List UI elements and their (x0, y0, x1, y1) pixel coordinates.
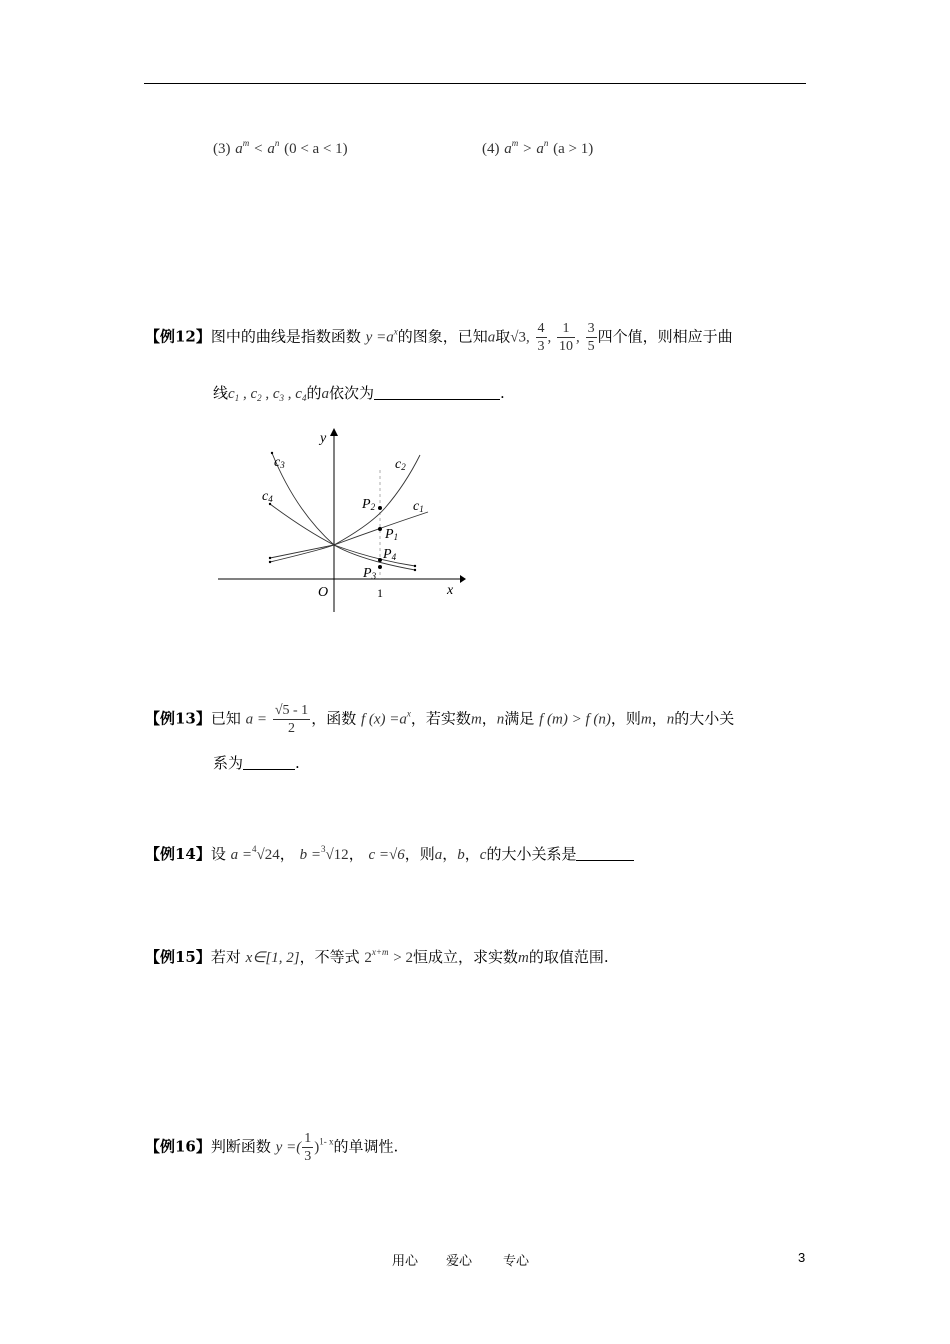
y-axis-arrow (330, 428, 338, 436)
example-13-label: 【例13】 (145, 709, 211, 728)
example-15-label: 【例15】 (145, 948, 211, 966)
fraction-4-3: $\frac{4}{3}$ (537, 321, 545, 354)
example-16-label: 【例16】 (145, 1137, 211, 1156)
example-14: 【例14】设 a =$^4$√24， b =$^3$√12， c =√6，则a，b，c的大小关系是 (145, 843, 634, 864)
footer-motto-3: 专心 (503, 1254, 530, 1269)
fraction-1-10: $\frac{1}{10}$ (559, 321, 574, 354)
example-13-line2: 系为 . (213, 754, 300, 772)
y-label: y (320, 431, 327, 446)
p2-label: P2 (362, 497, 376, 512)
prev-item-4: (4) $a^m > a^n$ (a > 1) (482, 138, 594, 157)
tick-1-label: 1 (377, 586, 383, 600)
c2-label: c2 (395, 457, 406, 472)
point-p2 (378, 506, 382, 510)
example-15: 【例15】若对 x∈[1, 2]，不等式 $2^{x+m} > 2$恒成立，求实数m的取值范围. (145, 947, 609, 966)
p3-label: P3 (363, 566, 377, 581)
c4-label: c4 (262, 489, 273, 504)
fraction-sqrt5-minus-1-over-2: $\frac{√5 - 1}{2}$ (274, 703, 309, 736)
x-label: x (447, 583, 454, 598)
curve-c1 (270, 512, 428, 558)
footer-motto-2: 爱心 (446, 1254, 473, 1269)
point-p3 (378, 565, 382, 569)
point-p1 (378, 527, 382, 531)
answer-blank-13[interactable] (243, 755, 295, 770)
example-16: 【例16】判断函数 y =( $\frac{1}{3}$ )$^{1- x}$的单调性. (145, 1131, 399, 1164)
example-12-line2: 线$c_1$ , $c_2$ , $c_3$ , $c_4$的a依次为 . (213, 384, 505, 403)
p1-label: P1 (385, 527, 399, 542)
exponential-graph (210, 420, 470, 620)
prev-item-3: (3) $a^m < a^n$ (0 < a < 1) (213, 138, 348, 157)
footer-motto-1: 用心 (392, 1254, 419, 1269)
example-13-line1: 【例13】已知 a = $\frac{√5 - 1}{2}$ ，函数 f $(x) =a^x$，若实数m，n满足 f (m) > f (n)，则m，n的大小关 (145, 703, 735, 736)
answer-blank-14[interactable] (576, 846, 634, 861)
fraction-1-3: $\frac{1}{3}$ (304, 1131, 312, 1164)
header-rule (144, 83, 806, 84)
example-12-label: 【例12】 (145, 327, 211, 346)
c1-label: c1 (413, 499, 424, 514)
fraction-3-5: $\frac{3}{5}$ (587, 321, 595, 354)
answer-blank-12[interactable] (374, 385, 500, 400)
x-axis-arrow (460, 575, 466, 583)
page-number: 3 (798, 1250, 806, 1265)
origin-label: O (318, 585, 329, 600)
c3-label: c3 (274, 455, 285, 470)
point-p4 (378, 558, 382, 562)
example-14-label: 【例14】 (145, 845, 211, 863)
example-12-line1: 【例12】图中的曲线是指数函数 $y =a^x$的图象，已知a取√3, $\frac{4}{3}$ , $\frac{1}{10}$ , $\frac{3}{5}$ 四个值，则相应于曲 (145, 321, 733, 354)
p4-label: P4 (383, 547, 397, 562)
